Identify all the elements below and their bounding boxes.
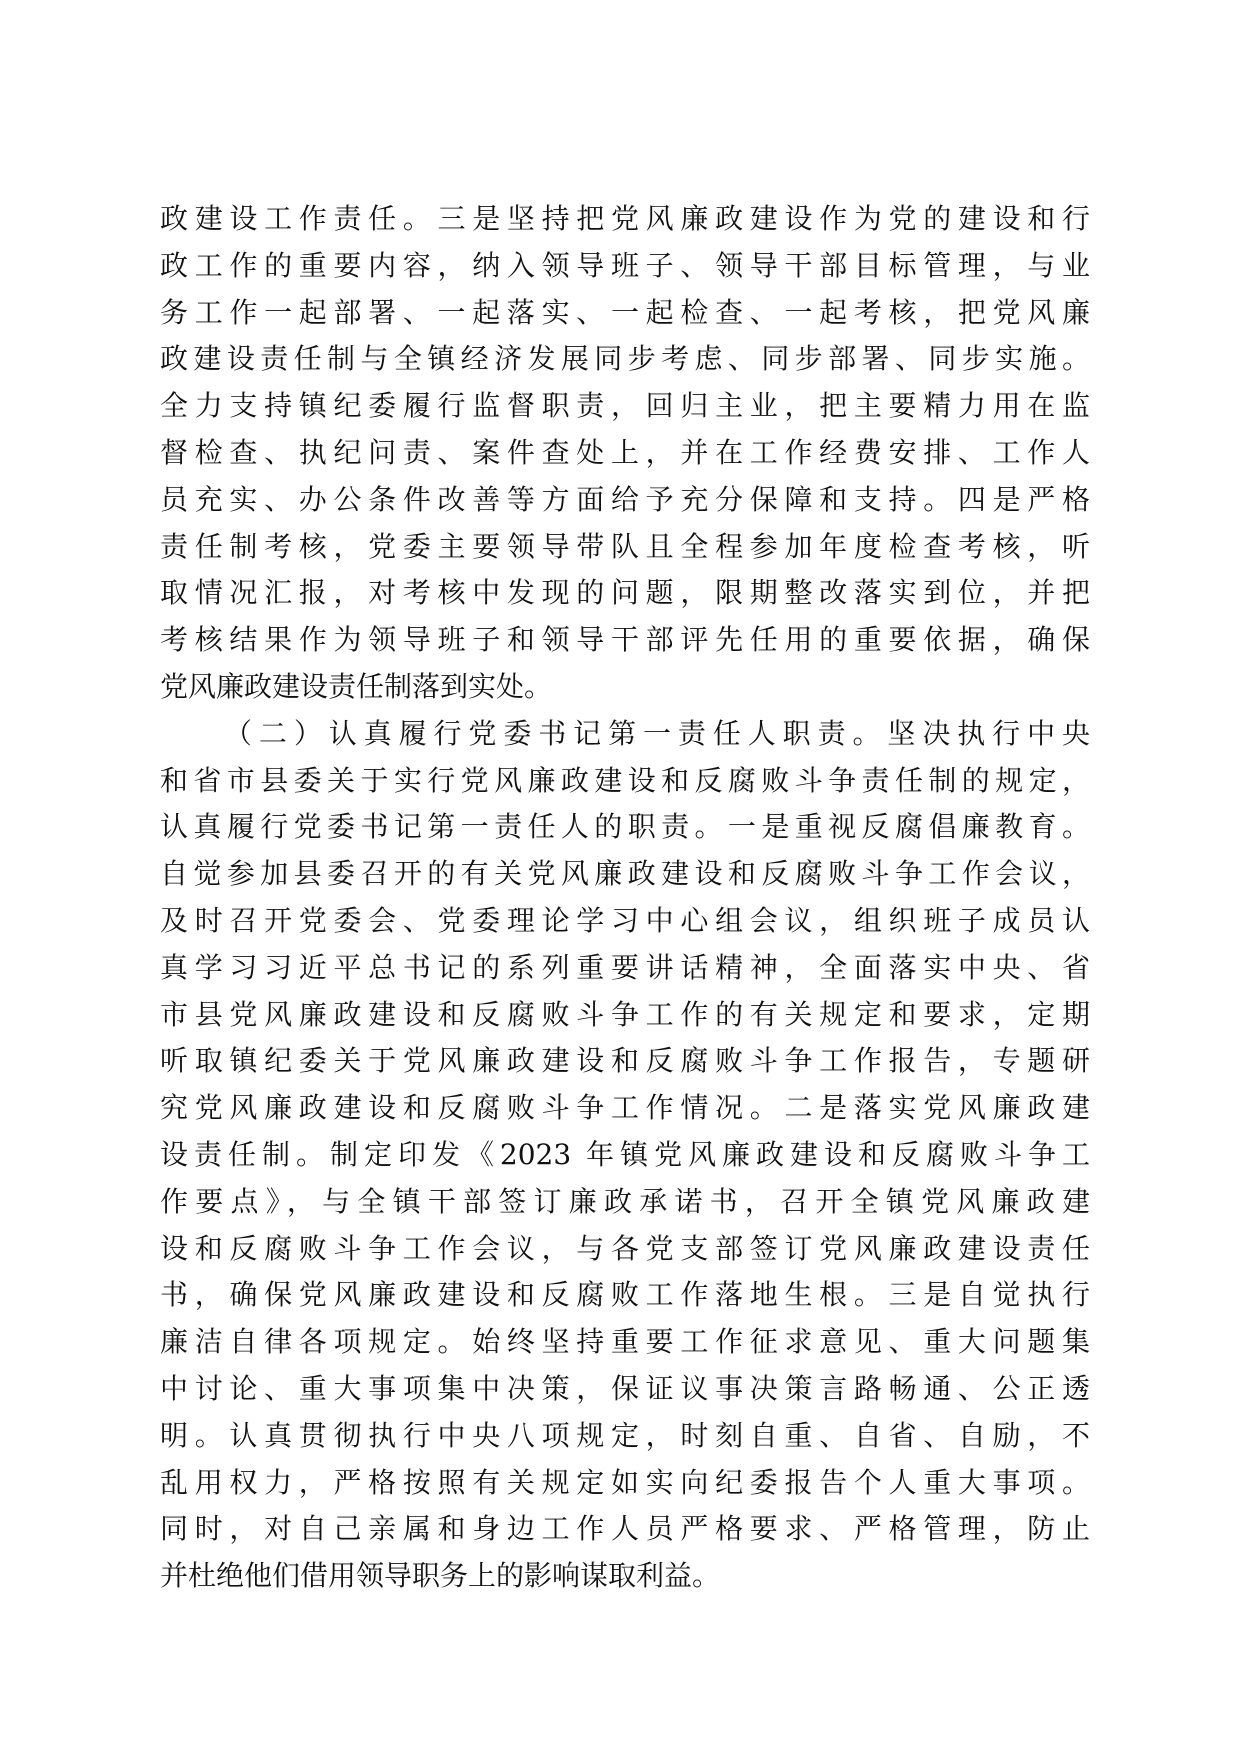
- text-line: 务工作一起部署、一起落实、一起检查、一起考核，把党风廉: [160, 295, 1090, 329]
- text-line: 全力支持镇纪委履行监督职责，回归主业，把主要精力用在监: [160, 389, 1090, 423]
- text-line: 责任制考核，党委主要领导带队且全程参加年度检查考核，听: [160, 529, 1090, 563]
- paragraph-end-line: 并杜绝他们借用领导职务上的影响谋取利益。: [160, 1559, 721, 1593]
- text-line: 究党风廉政建设和反腐败斗争工作情况。二是落实党风廉政建: [160, 1091, 1090, 1125]
- paragraph-end-line: 党风廉政建设责任制落到实处。: [160, 669, 553, 703]
- text-line: 政建设责任制与全镇经济发展同步考虑、同步部署、同步实施。: [160, 342, 1090, 376]
- text-line: 设责任制。制定印发《2023 年镇党风廉政建设和反腐败斗争工: [160, 1137, 1090, 1171]
- text-line: 真学习习近平总书记的系列重要讲话精神，全面落实中央、省: [160, 950, 1090, 984]
- text-line: 和省市县委关于实行党风廉政建设和反腐败斗争责任制的规定，: [160, 763, 1090, 797]
- text-line: 督检查、执纪问责、案件查处上，并在工作经费安排、工作人: [160, 435, 1090, 469]
- text-line: 政工作的重要内容，纳入领导班子、领导干部目标管理，与业: [160, 248, 1090, 282]
- text-line: 考核结果作为领导班子和领导干部评先任用的重要依据，确保: [160, 623, 1090, 657]
- text-line: 明。认真贯彻执行中央八项规定，时刻自重、自省、自励，不: [160, 1418, 1090, 1452]
- text-line: 取情况汇报，对考核中发现的问题，限期整改落实到位，并把: [160, 576, 1090, 610]
- text-line: 市县党风廉政建设和反腐败斗争工作的有关规定和要求，定期: [160, 997, 1090, 1031]
- text-line: 中讨论、重大事项集中决策，保证议事决策言路畅通、公正透: [160, 1371, 1090, 1405]
- text-line: 政建设工作责任。三是坚持把党风廉政建设作为党的建设和行: [160, 202, 1090, 235]
- text-line: 作要点》，与全镇干部签订廉政承诺书，召开全镇党风廉政建: [160, 1184, 1090, 1218]
- section-heading-line: （二）认真履行党委书记第一责任人职责。坚决执行中央: [224, 716, 1090, 750]
- text-line: 听取镇纪委关于党风廉政建设和反腐败斗争工作报告，专题研: [160, 1044, 1090, 1078]
- text-line: 自觉参加县委召开的有关党风廉政建设和反腐败斗争工作会议，: [160, 857, 1090, 891]
- text-line: 认真履行党委书记第一责任人的职责。一是重视反腐倡廉教育。: [160, 810, 1090, 844]
- text-line: 书，确保党风廉政建设和反腐败工作落地生根。三是自觉执行: [160, 1278, 1090, 1312]
- text-line: 廉洁自律各项规定。始终坚持重要工作征求意见、重大问题集: [160, 1325, 1090, 1359]
- body-text: [160, 196, 1090, 1600]
- text-line: 及时召开党委会、党委理论学习中心组会议，组织班子成员认: [160, 903, 1090, 937]
- text-line: 员充实、办公条件改善等方面给予充分保障和支持。四是严格: [160, 482, 1090, 516]
- text-line: 乱用权力，严格按照有关规定如实向纪委报告个人重大事项。: [160, 1465, 1090, 1499]
- text-line: 同时，对自己亲属和身边工作人员严格要求、严格管理，防止: [160, 1512, 1090, 1546]
- text-line: 设和反腐败斗争工作会议，与各党支部签订党风廉政建设责任: [160, 1231, 1090, 1265]
